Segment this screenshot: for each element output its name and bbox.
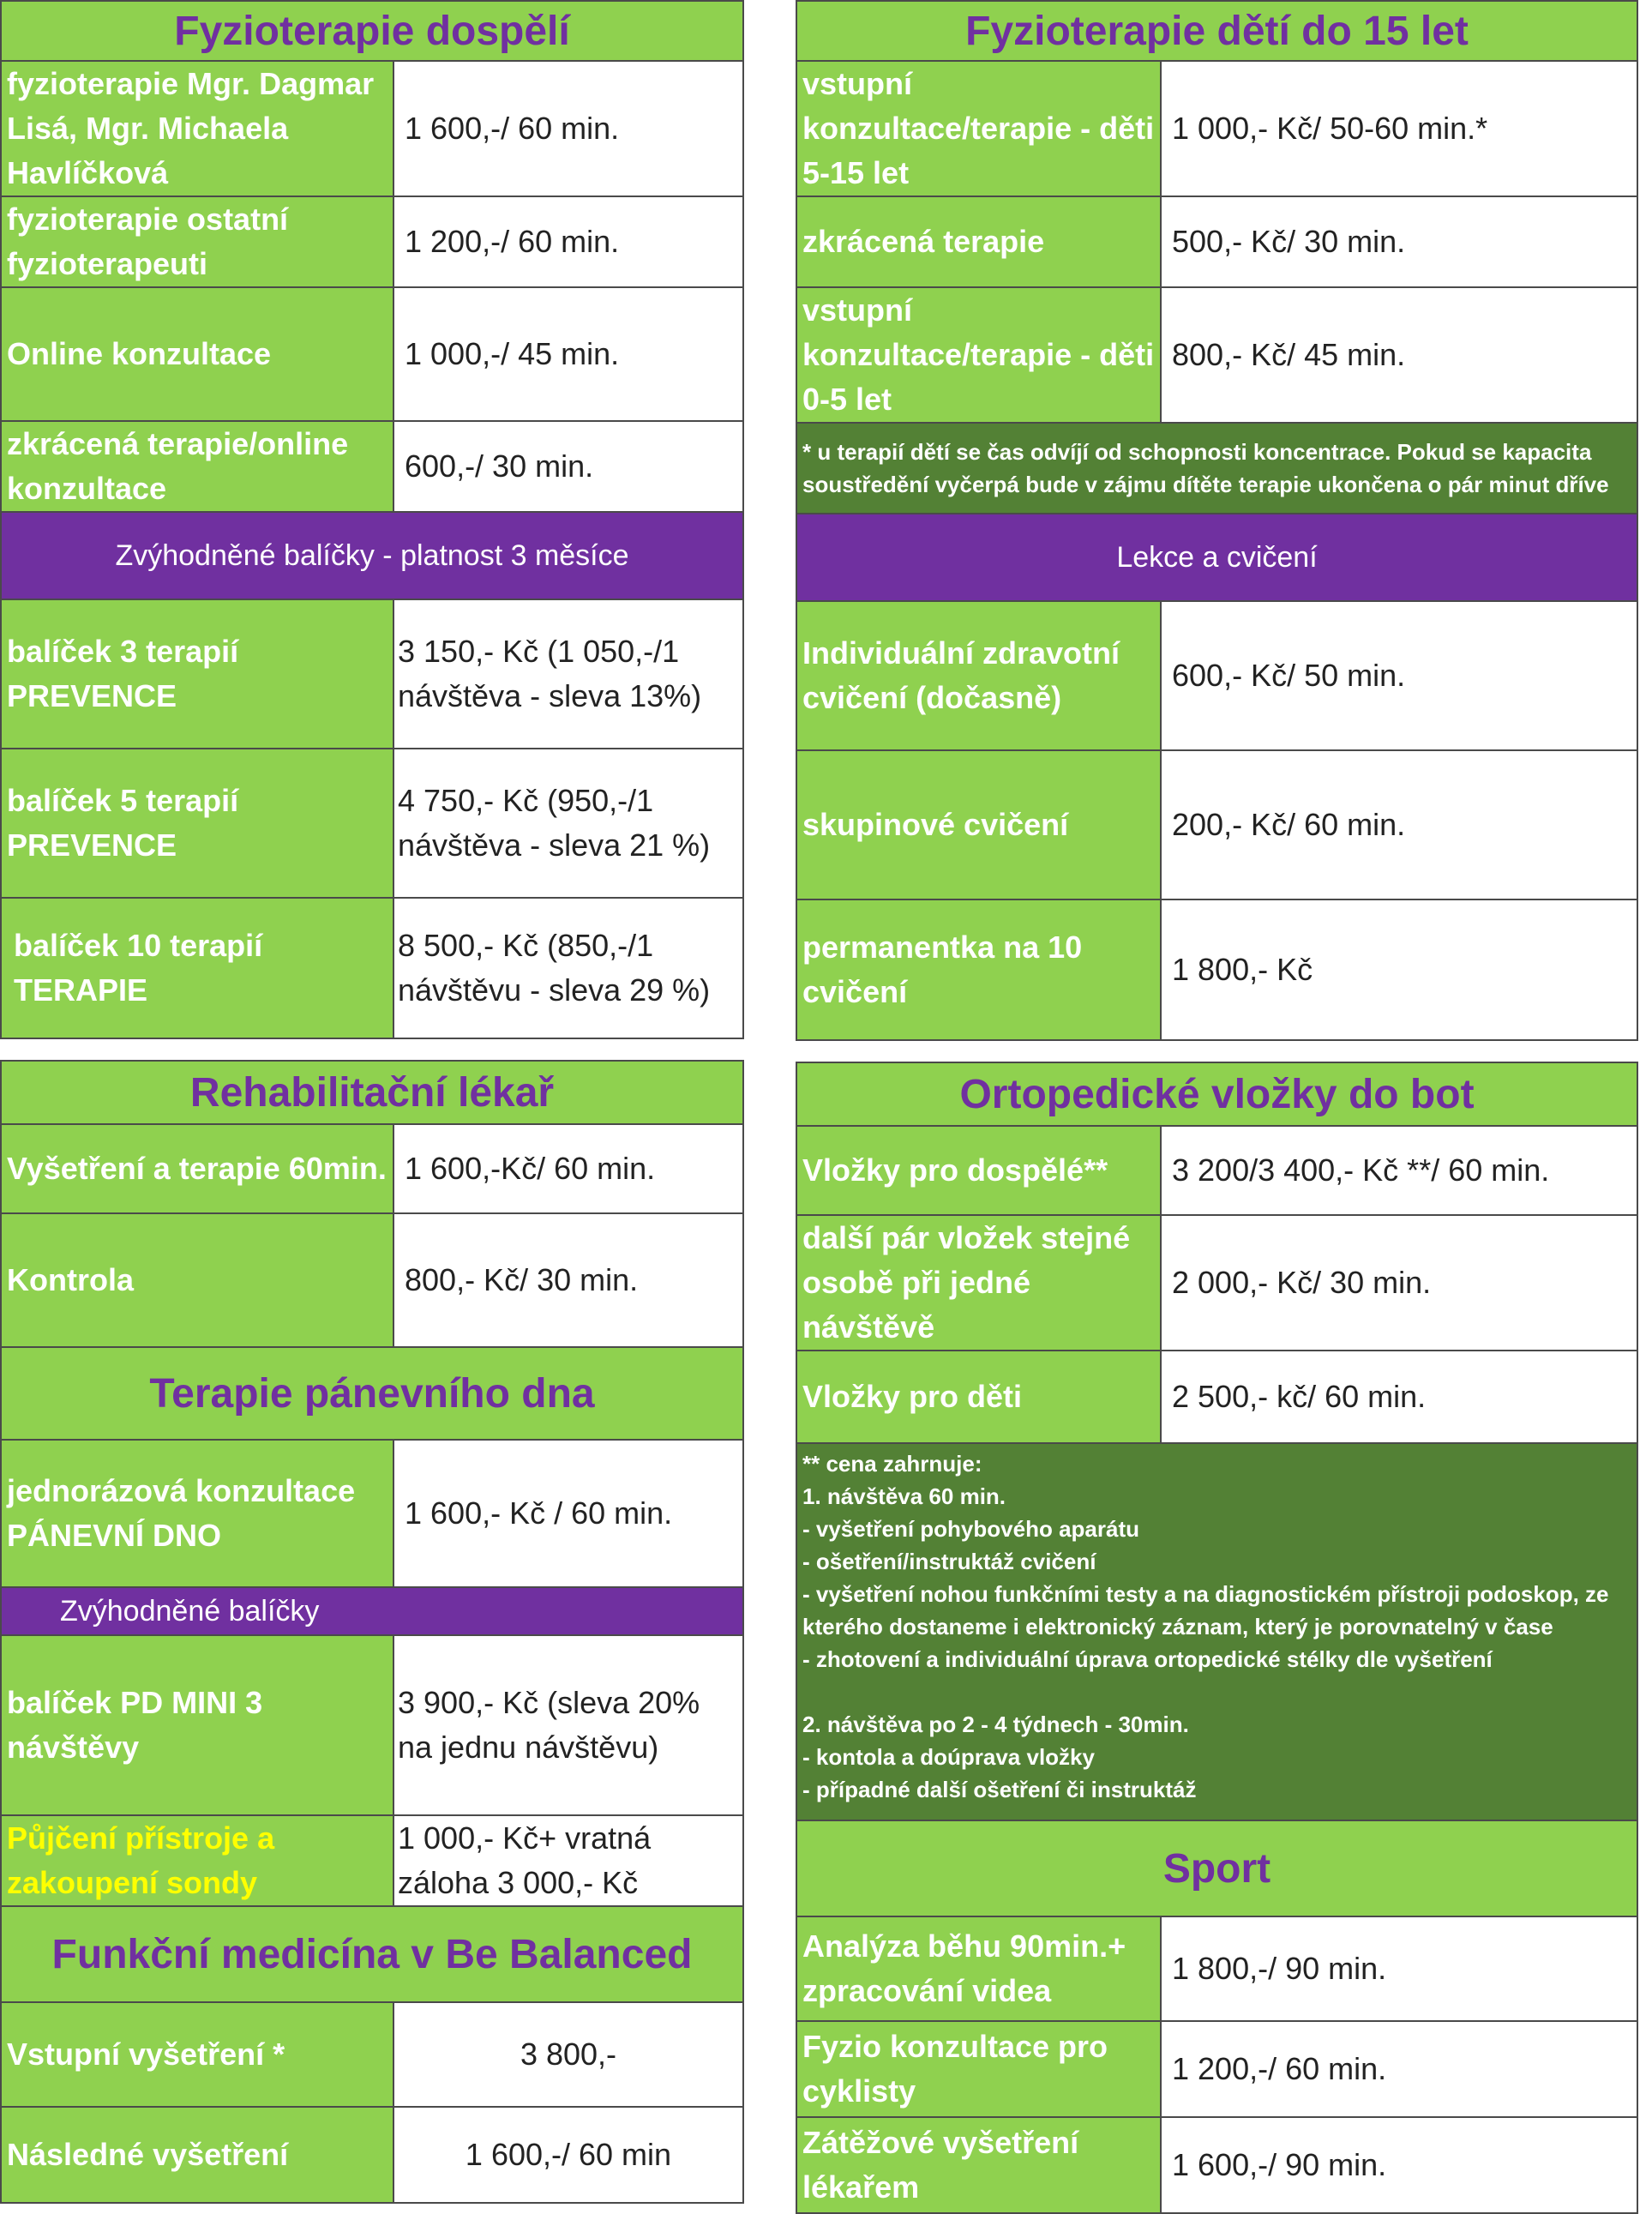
children-physio-table [796, 0, 1638, 1041]
children-note: * u terapií dětí se čas odvíjí od schopnosti koncentrace. Pokud se kapacita soustředění vyčerpá bude v zájmu dítěte terapie ukončena o pár minut dříve [796, 423, 1637, 514]
price-label: fyzioterapie Mgr. Dagmar Lisá, Mgr. Michaela Havlíčková [1, 61, 393, 196]
note-line: - zhotovení a individuální úprava ortopedické stélky dle vyšetření [802, 1646, 1493, 1672]
price-value: 1 600,- Kč / 60 min. [393, 1440, 743, 1587]
price-value: 500,- Kč/ 30 min. [1161, 196, 1637, 287]
note-line [802, 1676, 1631, 1708]
price-label: další pár vložek stejné osobě při jedné návštěvě [796, 1215, 1161, 1351]
package-value: 8 500,- Kč (850,-/1 návštěvu - sleva 29 %) [393, 898, 743, 1038]
package-label: balíček 3 terapií PREVENCE [1, 599, 393, 749]
note-line: - vyšetření nohou funkčními testy a na diagnostickém přístroji podoskop, ze kterého dostaneme i elektronický záznam, který je porovnatelný v čase [802, 1581, 1609, 1639]
price-label: Zátěžové vyšetření lékařem [796, 2117, 1161, 2213]
price-label: jednorázová konzultace PÁNEVNÍ DNO [1, 1440, 393, 1587]
price-value: 3 800,- [393, 2002, 743, 2107]
price-value: 1 200,-/ 60 min. [393, 196, 743, 287]
insoles-table [796, 1062, 1638, 2214]
price-label: Fyzio konzultace pro cyklisty [796, 2021, 1161, 2117]
price-value: 600,-/ 30 min. [393, 421, 743, 512]
package-value: 1 000,- Kč+ vratná záloha 3 000,- Kč [393, 1815, 743, 1906]
note-line: - případné další ošetření či instruktáž [802, 1777, 1197, 1802]
device-rental-label: Půjčení přístroje a zakoupení sondy [1, 1815, 393, 1906]
price-label: Následné vyšetření [1, 2107, 393, 2203]
rehab-title: Rehabilitační lékař [1, 1061, 743, 1124]
package-value: 3 900,- Kč (sleva 20% na jednu návštěvu) [393, 1635, 743, 1815]
price-value: 200,- Kč/ 60 min. [1161, 750, 1637, 899]
price-label: Vložky pro dospělé** [796, 1126, 1161, 1215]
note-line: - vyšetření pohybového aparátu [802, 1516, 1139, 1542]
pelvic-packages-title: Zvýhodněné balíčky [1, 1587, 743, 1635]
adult-physio-table [0, 0, 744, 1039]
price-label: Individuální zdravotní cvičení (dočasně) [796, 601, 1161, 750]
price-label: Analýza běhu 90min.+ zpracování videa [796, 1916, 1161, 2021]
price-value: 800,- Kč/ 30 min. [393, 1213, 743, 1347]
price-value: 1 600,-/ 60 min [393, 2107, 743, 2203]
price-value: 1 800,-/ 90 min. [1161, 1916, 1637, 2021]
price-label: permanentka na 10 cvičení [796, 899, 1161, 1040]
price-label: zkrácená terapie [796, 196, 1161, 287]
left-column [0, 0, 744, 2204]
adult-physio-title: Fyzioterapie dospělí [1, 1, 743, 61]
note-line: 1. návštěva 60 min. [802, 1483, 1006, 1509]
price-value: 600,- Kč/ 50 min. [1161, 601, 1637, 750]
package-label: balíček PD MINI 3 návštěvy [1, 1635, 393, 1815]
price-label: skupinové cvičení [796, 750, 1161, 899]
price-value: 1 800,- Kč [1161, 899, 1637, 1040]
price-value: 800,- Kč/ 45 min. [1161, 287, 1637, 423]
price-label: vstupní konzultace/terapie - děti 5-15 let [796, 61, 1161, 196]
price-value: 1 600,-/ 90 min. [1161, 2117, 1637, 2213]
price-value: 1 000,-/ 45 min. [393, 287, 743, 421]
package-label: balíček 10 terapií TERAPIE [1, 898, 393, 1038]
note-line: - kontola a doúprava vložky [802, 1744, 1095, 1770]
note-line: 2. návštěva po 2 - 4 týdnech - 30min. [802, 1712, 1189, 1737]
children-physio-title: Fyzioterapie dětí do 15 let [796, 1, 1637, 61]
note-line: ** cena zahrnuje: [802, 1451, 982, 1477]
lessons-title: Lekce a cvičení [796, 514, 1637, 601]
functional-title: Funkční medicína v Be Balanced [1, 1906, 743, 2002]
price-value: 1 600,-/ 60 min. [393, 61, 743, 196]
price-label: Vložky pro děti [796, 1351, 1161, 1443]
price-label: Online konzultace [1, 287, 393, 421]
note-line: - ošetření/instruktáž cvičení [802, 1549, 1096, 1574]
packages-title: Zvýhodněné balíčky - platnost 3 měsíce [1, 512, 743, 599]
price-label: zkrácená terapie/online konzultace [1, 421, 393, 512]
insoles-title: Ortopedické vložky do bot [796, 1062, 1637, 1126]
right-column [796, 0, 1638, 2214]
price-label: Vstupní vyšetření * [1, 2002, 393, 2107]
price-label: Vyšetření a terapie 60min. [1, 1124, 393, 1213]
package-label: balíček 5 terapií PREVENCE [1, 749, 393, 898]
sport-title: Sport [796, 1820, 1637, 1916]
price-value: 2 500,- kč/ 60 min. [1161, 1351, 1637, 1443]
price-label: vstupní konzultace/terapie - děti 0-5 let [796, 287, 1161, 423]
package-value: 3 150,- Kč (1 050,-/1 návštěva - sleva 13%) [393, 599, 743, 749]
package-value: 4 750,- Kč (950,-/1 návštěva - sleva 21 %) [393, 749, 743, 898]
price-value: 1 000,- Kč/ 50-60 min.* [1161, 61, 1637, 196]
price-value: 1 600,-Kč/ 60 min. [393, 1124, 743, 1213]
price-value: 3 200/3 400,- Kč **/ 60 min. [1161, 1126, 1637, 1215]
price-label: Kontrola [1, 1213, 393, 1347]
price-value: 1 200,-/ 60 min. [1161, 2021, 1637, 2117]
insoles-note [796, 1443, 1637, 1820]
price-value: 2 000,- Kč/ 30 min. [1161, 1215, 1637, 1351]
price-label: fyzioterapie ostatní fyzioterapeuti [1, 196, 393, 287]
rehab-table [0, 1060, 744, 2204]
pelvic-title: Terapie pánevního dna [1, 1347, 743, 1440]
